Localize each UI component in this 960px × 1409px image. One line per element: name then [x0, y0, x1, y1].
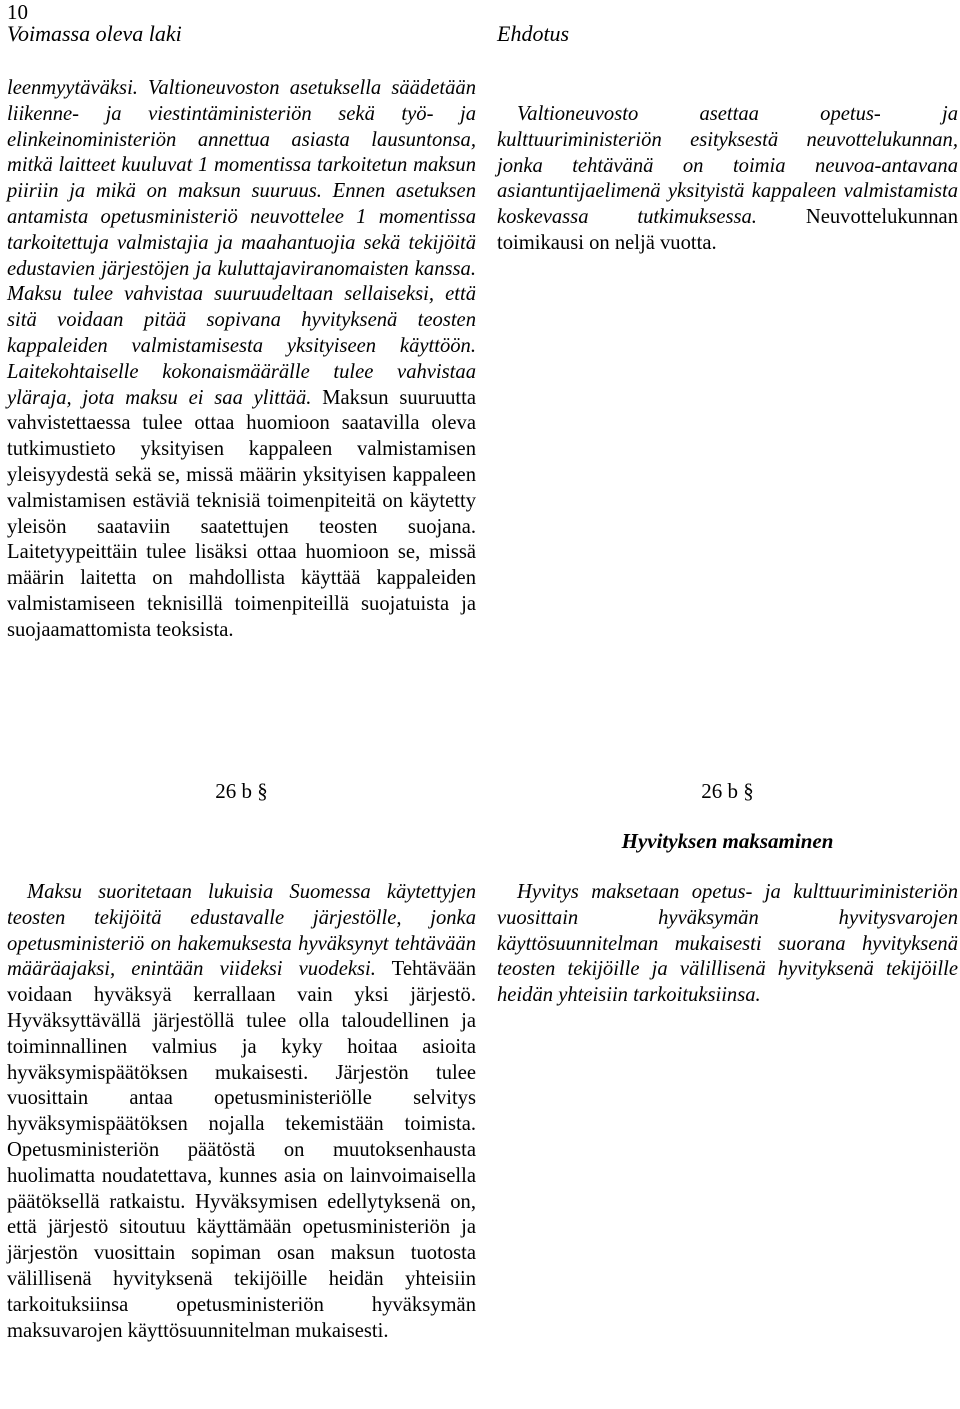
left-section-number: 26 b § [215, 779, 268, 803]
right-section-number: 26 b § [701, 779, 754, 803]
left-top-italic-text: leenmyytäväksi. Valtioneuvoston asetuksella säädetään liikenne- ja viestintäministeriön sekä työ- ja elinkeinoministeriön annettua asiasta lausuntonsa, mitkä laitteet kuuluvat 1 momentissa tarkoitetun maksun piiriin ja mikä on maksun suuruus. Ennen asetuksen antamista opetusministeriö neuvottelee 1 momentissa tarkoitettuja valmistajia ja maahantuojia sekä tekijöitä edustavien järjestöjen ja kuluttajaviranomaisten kanssa. Maksu tulee vahvistaa suuruudeltaan sellaiseksi, että sitä voidaan pitää sopivana hyvityksenä teosten kappaleiden valmistamisesta yksityiseen käyttöön. Laitekohtaiselle kokonaismäärälle tulee vahvistaa yläraja, jota maksu ei saa ylittää. [7, 77, 476, 409]
left-top-normal-text: Maksun suuruutta vahvistettaessa tulee ottaa huomioon saatavilla oleva tutkimustieto yksityisen kappaleen valmistamisen yleisyydestä sekä se, missä määrin yksityisen kappaleen valmistamisen estäviä teknisiä toimenpiteitä on käytetty yleisön saataviin saatettujen teosten suojana. Laitetyypeittäin tulee lisäksi ottaa huomioon se, missä määrin laitetta on mahdollista käyttää kappaleiden valmistamiseen teknisillä toimenpiteillä suojatuista ja suojaamattomista teoksista. [7, 386, 476, 641]
right-top-normal-text: Neuvottelukunnan toimikausi on neljä vuotta. [497, 206, 958, 254]
left-bottom-italic-text: Maksu suoritetaan lukuisia Suomessa käytettyjen teosten tekijöitä edustavalle järjestölle, jonka opetusministeriö on hakemuksesta hyväksynyt tehtävään määräajaksi, enintään viideksi vuodeksi. [7, 881, 476, 981]
current-law-heading: Voimassa oleva laki [7, 21, 182, 46]
left-column-bottom-text [7, 880, 476, 1344]
right-column-top-text [497, 102, 958, 257]
proposal-heading: Ehdotus [497, 21, 570, 46]
left-column-top-text [7, 76, 476, 644]
right-section-title: Hyvityksen maksaminen [621, 829, 834, 853]
right-column-bottom-text [497, 880, 958, 1009]
page-number: 10 [7, 0, 28, 24]
right-top-italic-text: Valtioneuvosto asettaa opetus- ja kulttuuriministeriön esityksestä neuvottelukunnan, jonka tehtävänä on toimia neuvoa-antavana asiantuntijaelimenä yksityistä kappaleen valmistamista koskevassa tutkimuksessa. [497, 103, 958, 229]
left-bottom-normal-text: Tehtävään voidaan hyväksyä kerrallaan vain yksi järjestö. Hyväksyttävällä järjestöllä tulee olla taloudellinen ja toiminnallinen valmius ja kyky hoitaa asioita hyväksymispäätöksen mukaisesti. Järjestön tulee vuosittain antaa opetusministeriölle selvitys hyväksymispäätöksen nojalla tekemistään toimista. Opetusministeriön päätöstä on muutoksenhausta huolimatta noudatettava, kunnes asia on lainvoimaisella päätöksellä ratkaistu. Hyväksymisen edellytyksenä on, että järjestö sitoutuu käyttämään opetusministeriön ja järjestön vuosittain sopiman osan maksun tuotosta välillisenä hyvityksenä tekijöille heidän yhteisiin tarkoituksiinsa opetusministeriön hyväksymän maksuvarojen käyttösuunnitelman mukaisesti. [7, 958, 476, 1342]
right-bottom-italic-text: Hyvitys maksetaan opetus- ja kulttuuriministeriön vuosittain hyväksymän hyvitysvarojen käyttösuunnitelman mukaisesti suorana hyvityksenä teosten tekijöille ja välillisenä hyvityksenä tekijöille heidän yhteisiin tarkoituksiinsa. [497, 881, 958, 1007]
